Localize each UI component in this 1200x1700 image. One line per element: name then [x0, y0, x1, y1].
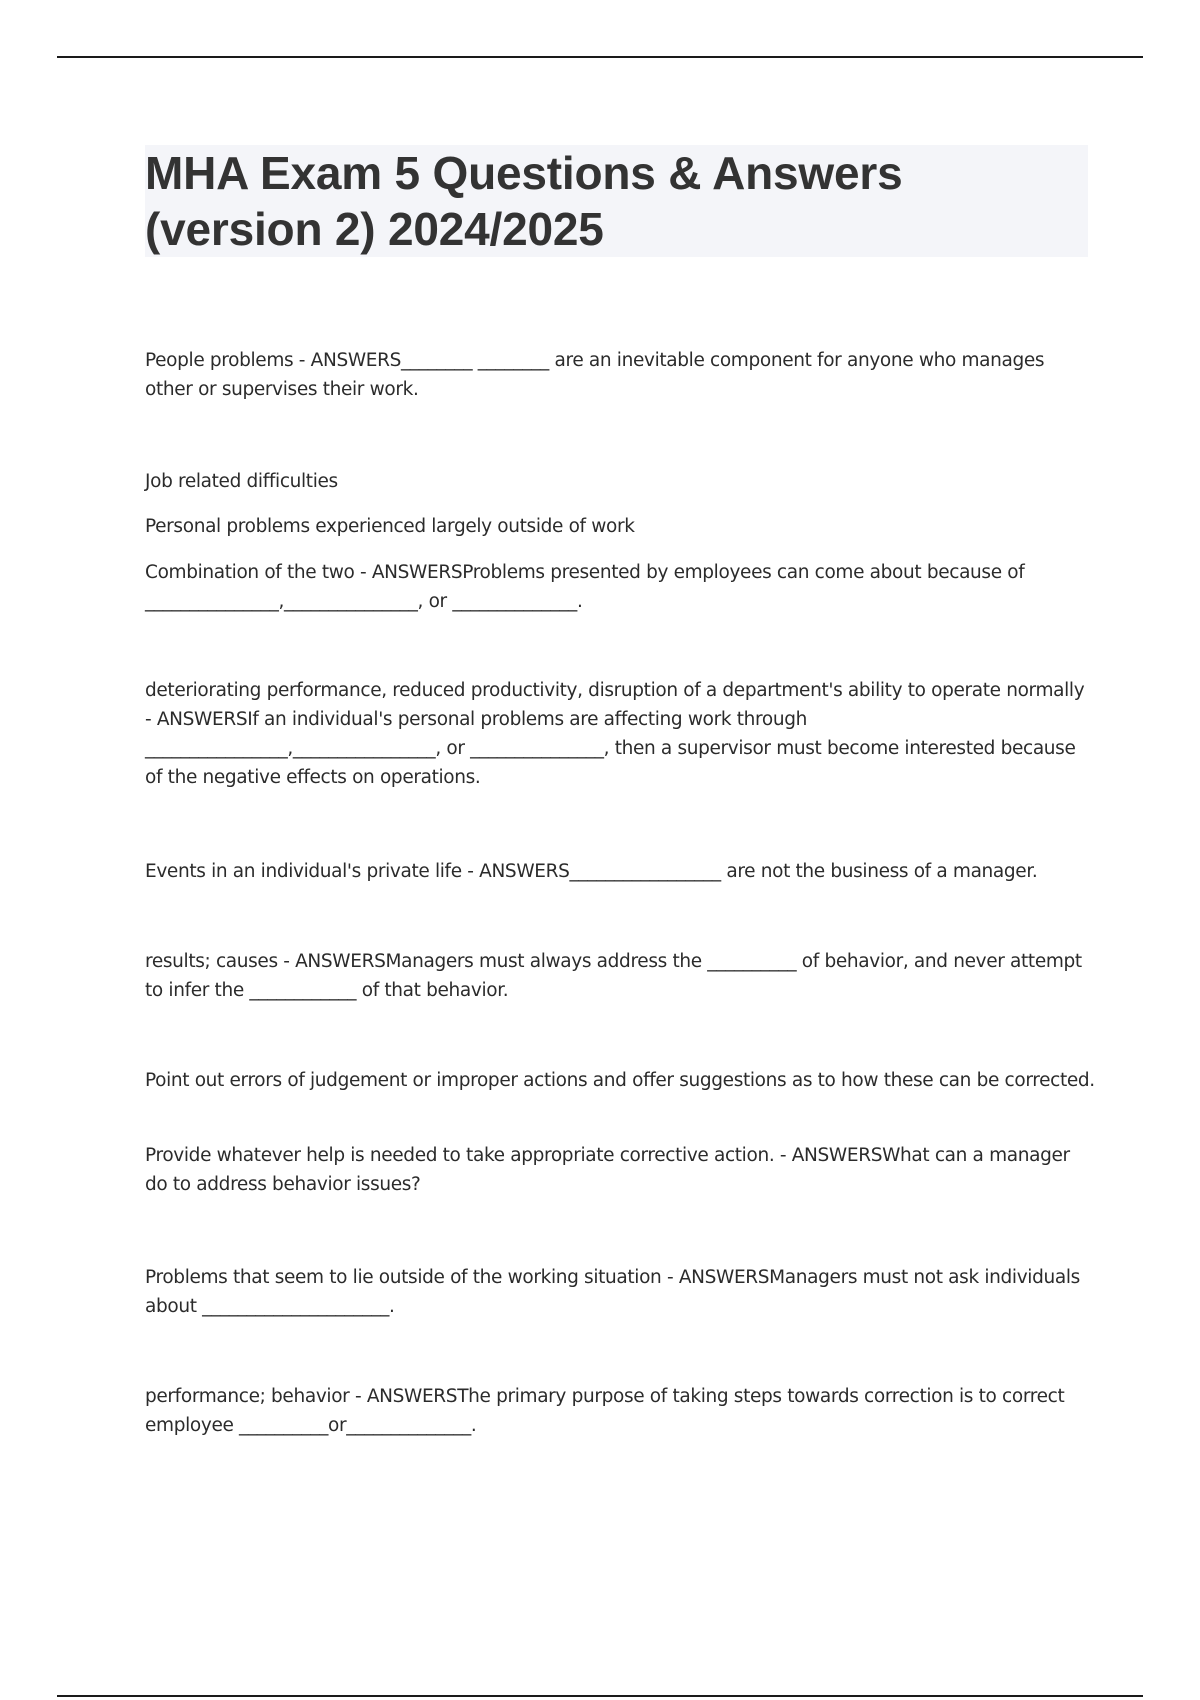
title-banner [145, 145, 1088, 257]
qa-paragraph-2: Job related difficulties [145, 471, 338, 492]
qa-paragraph-10: Problems that seem to lie outside of the working situation - ANSWERSManagers must not ask individuals about _____________________. [145, 1267, 1080, 1317]
qa-paragraph-5: deteriorating performance, reduced productivity, disruption of a department's ability to operate normally - ANSWERSIf an individual's personal problems are affecting work through ________________,________________, or _______________, then a supervisor must become interested because of the negative effects on operations. [145, 680, 1085, 788]
document-title: MHA Exam 5 Questions & Answers (version 2) 2024/2025 [145, 147, 903, 255]
qa-paragraph-4: Combination of the two - ANSWERSProblems presented by employees can come about because of _______________,_______________, or ______________. [145, 562, 1025, 612]
qa-paragraph-1: People problems - ANSWERS________ ________ are an inevitable component for anyone who manages other or supervises their work. [145, 350, 1045, 400]
qa-paragraph-7: results; causes - ANSWERSManagers must always address the __________ of behavior, and never attempt to infer the ____________ of that behavior. [145, 951, 1082, 1001]
qa-paragraph-6: Events in an individual's private life - ANSWERS_________________ are not the business of a manager. [145, 861, 1038, 882]
bottom-rule [57, 1695, 1143, 1697]
top-rule [57, 56, 1143, 58]
qa-paragraph-8: Point out errors of judgement or improper actions and offer suggestions as to how these can be corrected. [145, 1070, 1095, 1091]
qa-paragraph-3: Personal problems experienced largely outside of work [145, 516, 635, 537]
qa-paragraph-11: performance; behavior - ANSWERSThe primary purpose of taking steps towards correction is to correct employee __________or______________. [145, 1386, 1065, 1436]
qa-paragraph-9: Provide whatever help is needed to take appropriate corrective action. - ANSWERSWhat can a manager do to address behavior issues? [145, 1145, 1070, 1195]
